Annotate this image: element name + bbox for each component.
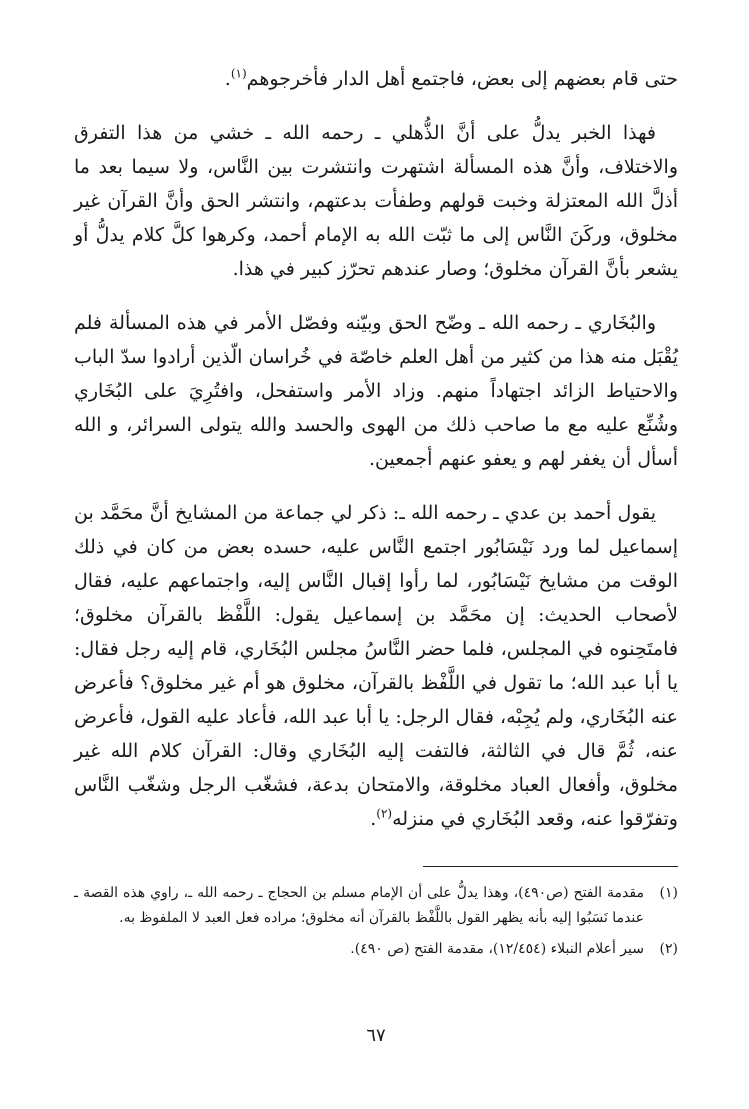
footnote-ref-1[interactable]: (١) <box>230 66 247 81</box>
page <box>74 62 678 1092</box>
paragraph-3: والبُخَاري ـ رحمه الله ـ وضّح الحق وبيّنه وفصّل الأمر في هذه المسألة فلم يُقْبَل منه هذا من كثير من أهل العلم خاصّة في خُراسان الّذين أرادوا سدّ الباب والاحتياط الزائد اجتهاداً منهم. وزاد الأمر واستفحل، وافتُرِيَ على البُخَاري وشُنِّع عليه مع ما صاحب ذلك من الهوى والحسد والله يتولى السرائر، و الله أسأل أن يغفر لهم و يعفو عنهم أجمعين. <box>74 312 678 470</box>
paragraph-1-text: حتى قام بعضهم إلى بعض، فاجتمع أهل الدار فأخرجوهم <box>246 68 678 90</box>
footnote-1-number: (١) <box>659 885 678 901</box>
footnote-1-text: مقدمة الفتح (ص٤٩٠)، وهذا يدلُّ على أن الإمام مسلم بن الحجاج ـ رحمه الله ـ، راوي هذه القصة ـ عندما نَسَبُوا إليه بأنه يظهر القول باللَّفْظ بالقرآن أنه مخلوق؛ مراده فعل العبد لا الملفوظ به. <box>74 885 644 926</box>
footnote-2 <box>74 937 678 962</box>
paragraph-4-end: . <box>370 808 377 830</box>
paragraph-1-end: . <box>224 68 231 90</box>
paragraph-1 <box>74 62 678 96</box>
paragraph-4 <box>74 496 678 836</box>
footnote-2-number: (٢) <box>659 941 678 957</box>
paragraph-4-text: يقول أحمد بن عدي ـ رحمه الله ـ: ذكر لي جماعة من المشايخ أنَّ محَمَّد بن إسماعيل لما ورد نَيْسَابُور اجتمع النَّاس عليه، حسده بعض من كان في ذلك الوقت من مشايخ نَيْسَابُور، لما رأوا إقبال النَّاس إليه، واجتماعهم عليه، فقال لأصحاب الحديث: إن محَمَّد بن إسماعيل يقول: اللَّفْظ بالقرآن مخلوق؛ فامتَحِنوه في المجلس، فلما حضر النَّاسُ مجلس البُخَاري، قام إليه رجل فقال: يا أبا عبد الله؛ ما تقول في اللَّفْظ بالقرآن، مخلوق هو أم غير مخلوق؟ فأعرض عنه البُخَاري، ولم يُجِبْه، فقال الرجل: يا أبا عبد الله، فأعاد عليه القول، فأعرض عنه، ثُمَّ قال في الثالثة، فالتفت إليه البُخَاري وقال: القرآن كلام الله غير مخلوق، وأفعال العباد مخلوقة، والامتحان بدعة، فشغّب الرجل وشغّب النَّاس وتفرّقوا عنه، وقعد البُخَاري في منزله <box>74 502 678 830</box>
footnote-ref-2[interactable]: (٢) <box>376 806 393 821</box>
paragraph-2: فهذا الخبر يدلُّ على أنَّ الذُّهلي ـ رحمه الله ـ خشي من هذا التفرق والاختلاف، وأنَّ هذه المسألة اشتهرت وانتشرت بين النَّاس، ولا سيما بعد ما أذلَّ الله المعتزلة وخبت قولهم وطفأت بدعتهم، وانتشر الحق وأنَّ القرآن غير مخلوق، وركَنَ النَّاس إلى ما ثبّت الله به الإمام أحمد، وكرهوا كلَّ كلام يدلُّ أو يشعر بأنَّ القرآن مخلوق؛ وصار عندهم تحرّز كبير في هذا. <box>74 122 678 280</box>
footnote-2-text: سير أعلام النبلاء (١٢/٤٥٤)، مقدمة الفتح (ص ٤٩٠). <box>350 941 644 957</box>
page-number: ٦٧ <box>366 1025 386 1046</box>
footnote-1 <box>74 881 678 931</box>
footnote-divider <box>423 866 678 867</box>
